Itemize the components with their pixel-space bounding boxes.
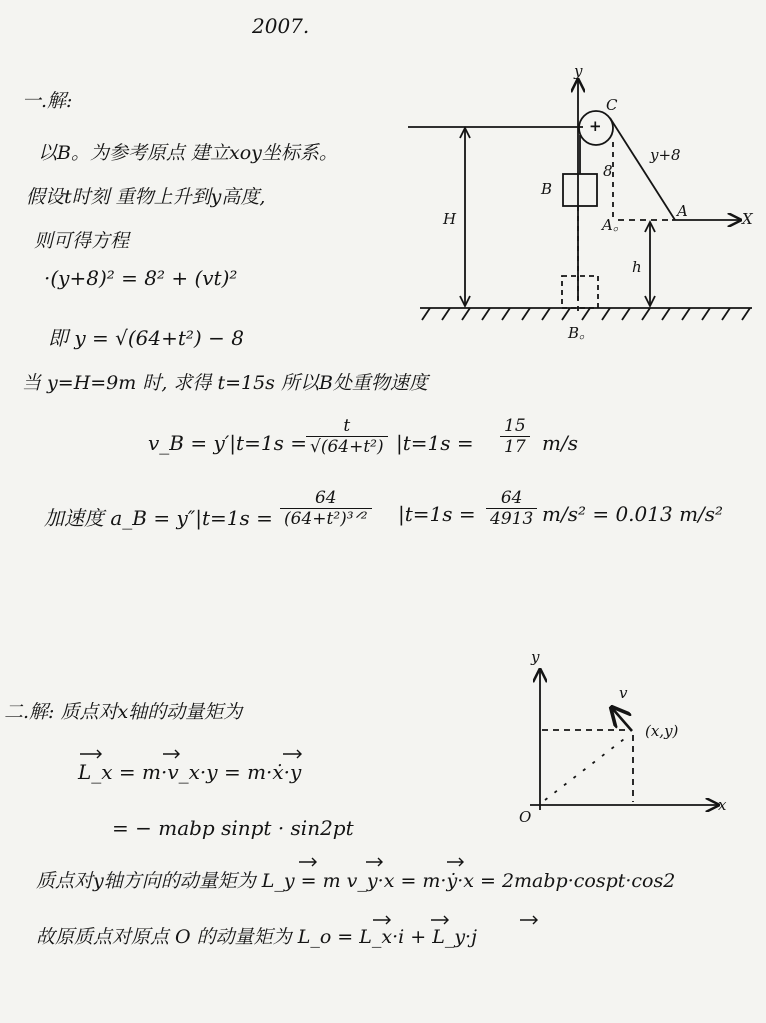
vb-unit: m/s <box>542 431 578 455</box>
d2-label-y: y <box>531 648 540 666</box>
d1-label-8: 8 <box>603 162 613 180</box>
ab-result-numerator: 64 <box>500 488 523 508</box>
ab-tail: m/s² = 0.013 m/s² <box>542 502 724 526</box>
d1-label-yplus8: y+8 <box>650 146 681 164</box>
p2-heading: 二.解: 质点对x轴的动量矩为 <box>4 701 243 723</box>
vb-numerator: t <box>343 416 351 436</box>
p2-ly-line: 质点对y轴方向的动量矩为 L_y = m v_y·x = m·ẏ·x = 2mabp·cospt·cos2 <box>36 870 676 892</box>
velocity-arrow-icon <box>612 708 632 731</box>
vb-at: |t=1s = <box>396 431 474 455</box>
p2-lo-line: 故原质点对原点 O 的动量矩为 L_o = L_x·i + L_y·j <box>36 926 477 948</box>
d2-label-point: (x,y) <box>645 722 679 740</box>
d1-label-b: B <box>541 180 553 198</box>
d2-label-v: v <box>619 684 628 702</box>
p2-lx-line1: L_x = m·v_x·y = m·ẋ·y <box>78 760 302 784</box>
p1-heading: 一.解: <box>22 90 73 112</box>
pulley-diagram <box>408 80 752 320</box>
ab-at: |t=1s = <box>398 502 476 526</box>
p1-equation1: ·(y+8)² = 8² + (vt)² <box>44 266 238 290</box>
ab-result-denominator: 4913 <box>486 508 537 529</box>
vb-denominator: √(64+t²) <box>306 436 388 457</box>
p1-line1: 以B。为参考原点 建立xoy坐标系。 <box>38 142 338 164</box>
p2-lx-line2: = − mabp sinpt · sin2pt <box>112 816 354 840</box>
ab-result-fraction <box>486 488 537 529</box>
ab-fraction <box>280 488 372 529</box>
block-b-icon <box>563 174 597 206</box>
d1-label-c: C <box>606 96 618 114</box>
ab-denominator: (64+t²)³ᐟ² <box>280 508 372 529</box>
p1-line2: 假设t时刻 重物上升到y高度, <box>26 186 266 208</box>
vb-result-numerator: 15 <box>504 416 526 436</box>
d2-label-x: x <box>718 796 727 814</box>
d1-label-y: y <box>574 62 583 80</box>
d1-label-b0: B。 <box>568 324 595 342</box>
ab-lhs: 加速度 a_B = y″|t=1s = <box>44 506 273 530</box>
d1-label-h-upper: H <box>443 210 457 228</box>
vb-result-denominator: 17 <box>500 436 530 457</box>
d1-label-a0: A。 <box>602 216 628 234</box>
year-mark: 2007. <box>252 14 310 38</box>
vb-result-fraction <box>500 416 530 457</box>
p1-line3: 则可得方程 <box>34 230 130 252</box>
d2-label-origin: O <box>519 808 532 826</box>
vb-lhs: v_B = y′|t=1s = <box>148 431 307 455</box>
d1-pulley-plus: + <box>589 117 602 135</box>
vb-fraction <box>306 416 388 457</box>
d1-label-h-lower: h <box>632 258 642 276</box>
ab-numerator: 64 <box>314 488 337 508</box>
d1-label-a: A <box>677 202 688 220</box>
p1-equation2: 即 y = √(64+t²) − 8 <box>48 326 244 350</box>
p1-line4: 当 y=H=9m 时, 求得 t=15s 所以B处重物速度 <box>22 372 428 394</box>
d1-label-x: X <box>742 210 753 228</box>
